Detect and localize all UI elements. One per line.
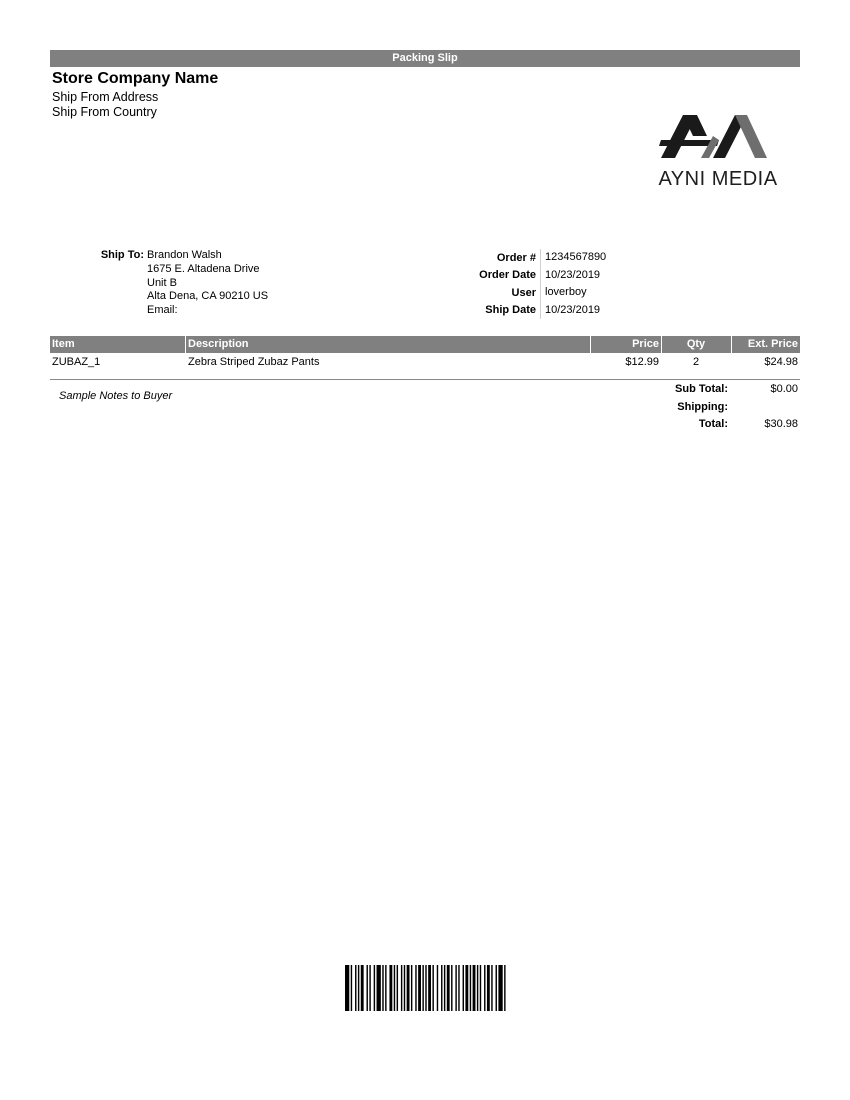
order-date-value: 10/23/2019 — [540, 267, 600, 285]
header-price: Price — [632, 338, 659, 350]
order-number-row — [440, 249, 606, 267]
barcode-bar — [487, 965, 490, 1011]
user-row — [440, 284, 606, 302]
barcode-bar — [441, 965, 442, 1011]
row-price: $12.99 — [625, 356, 659, 368]
company-logo — [643, 110, 793, 192]
order-number-label: Order # — [496, 251, 536, 264]
barcode-bar — [491, 965, 492, 1011]
barcode-bar — [397, 965, 398, 1011]
header-divider — [185, 336, 186, 353]
barcode-bar — [411, 965, 412, 1011]
barcode-bar — [484, 965, 485, 1011]
shipping-label: Shipping: — [677, 401, 728, 413]
ship-to-street: 1675 E. Altadena Drive — [147, 263, 260, 275]
barcode-bar — [358, 965, 359, 1011]
table-row — [50, 356, 800, 372]
order-date-label: Order Date — [479, 269, 536, 282]
barcode — [345, 965, 507, 1011]
ship-to-label: Ship To: — [100, 249, 144, 261]
divider — [50, 379, 800, 380]
barcode-bar — [369, 965, 370, 1011]
barcode-bar — [432, 965, 433, 1011]
sub-total-value: $0.00 — [770, 383, 798, 395]
barcode-bar — [504, 965, 505, 1011]
store-company-name: Store Company Name — [52, 70, 219, 87]
ship-to-name: Brandon Walsh — [147, 249, 222, 261]
barcode-bar — [394, 965, 395, 1011]
barcode-bar — [477, 965, 478, 1011]
notes-to-buyer: Sample Notes to Buyer — [59, 390, 173, 402]
barcode-bar — [367, 965, 368, 1011]
ship-to-city: Alta Dena, CA 90210 US — [147, 290, 269, 302]
barcode-bar — [458, 965, 459, 1011]
barcode-bar — [455, 965, 456, 1011]
ship-date-row — [440, 302, 606, 320]
ship-from-country: Ship From Country — [52, 105, 157, 119]
barcode-bar — [345, 965, 349, 1011]
packing-slip-title: Packing Slip — [50, 50, 800, 67]
total-label: Total: — [698, 418, 728, 430]
barcode-bar — [444, 965, 445, 1011]
barcode-bar — [418, 965, 421, 1011]
barcode-bar — [465, 965, 468, 1011]
sub-total-label: Sub Total: — [675, 383, 728, 395]
order-info-table — [440, 249, 606, 319]
barcode-bar — [437, 965, 438, 1011]
barcode-bar — [404, 965, 405, 1011]
barcode-bar — [355, 965, 356, 1011]
barcode-bar — [463, 965, 464, 1011]
order-date-row — [440, 267, 606, 285]
ship-to-unit: Unit B — [147, 277, 177, 289]
barcode-bar — [382, 965, 383, 1011]
barcode-bar — [374, 965, 375, 1011]
barcode-bar — [473, 965, 476, 1011]
ayni-media-logo-icon — [643, 110, 793, 166]
barcode-bar — [425, 965, 426, 1011]
ship-to-email: Email: — [147, 304, 178, 316]
barcode-bar — [422, 965, 423, 1011]
barcode-bar — [480, 965, 481, 1011]
barcode-bar — [428, 965, 431, 1011]
barcode-bar — [407, 965, 410, 1011]
barcode-bar — [470, 965, 471, 1011]
row-ext-price: $24.98 — [764, 356, 798, 368]
barcode-bar — [496, 965, 497, 1011]
header-ext-price: Ext. Price — [747, 338, 798, 350]
barcode-bar — [415, 965, 416, 1011]
ship-date-value: 10/23/2019 — [540, 302, 600, 320]
logo-text: AYNI MEDIA — [658, 168, 778, 190]
user-value: loverboy — [540, 284, 587, 302]
ship-from-address: Ship From Address — [52, 90, 159, 104]
user-label: User — [511, 286, 536, 299]
row-item: ZUBAZ_1 — [52, 356, 101, 368]
barcode-bar — [451, 965, 452, 1011]
header-item: Item — [52, 338, 75, 350]
header-qty: Qty — [686, 338, 706, 350]
barcode-bar — [401, 965, 402, 1011]
barcode-bar — [447, 965, 450, 1011]
ship-date-label: Ship Date — [485, 304, 536, 317]
header-description: Description — [188, 338, 249, 350]
barcode-icon — [345, 965, 507, 1011]
barcode-bar — [385, 965, 386, 1011]
barcode-bar — [377, 965, 381, 1011]
barcode-bar — [389, 965, 392, 1011]
order-number-value: 1234567890 — [540, 249, 606, 267]
barcode-bar — [351, 965, 352, 1011]
total-value: $30.98 — [764, 418, 798, 430]
row-description: Zebra Striped Zubaz Pants — [188, 356, 320, 368]
row-qty: 2 — [692, 356, 700, 368]
barcode-bar — [361, 965, 364, 1011]
items-table-header — [50, 336, 800, 353]
barcode-bar — [498, 965, 502, 1011]
